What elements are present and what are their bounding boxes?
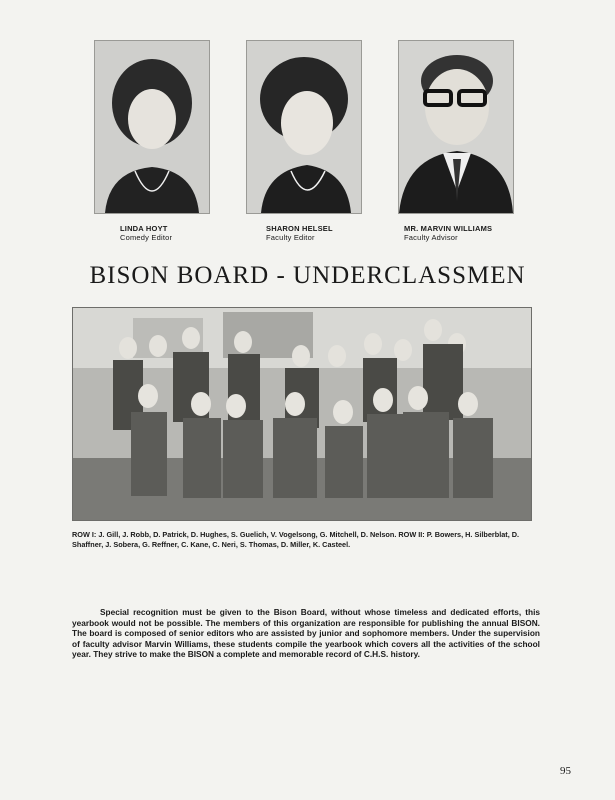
portrait-caption-linda-hoyt <box>120 224 270 242</box>
group-photo-caption: ROW I: J. Gill, J. Robb, D. Patrick, D. Hughes, S. Guelich, V. Vogelsong, G. Mitchell, D. Nelson. ROW II: P. Bowers, H. Silberblat, D. Shaffner, J. Sobera, G. Reffner, C. Kane, C. Neri, S. Thomas, D. Miller, K. Casteel. <box>72 530 520 549</box>
portrait-caption-marvin-williams <box>404 224 554 242</box>
portrait-photo-marvin-williams <box>398 40 514 214</box>
portrait-role: Comedy Editor <box>120 233 173 242</box>
body-paragraph: Special recognition must be given to the Bison Board, without whose timeless and dedicated efforts, this yearbook would not be possible. The members of this organization are responsible for publishing the annual BISON. The board is composed of senior editors who are assisted by junior and sophomore members. Under the supervision of faculty advisor Marvin Williams, these students compile the yearbook which covers all the activities of the school year. They strive to make the BISON a complete and memorable record of C.H.S. history. <box>72 607 540 659</box>
portrait-role: Faculty Editor <box>266 233 315 242</box>
portrait-photo-sharon-helsel <box>246 40 362 214</box>
portrait-name: LINDA HOYT <box>120 224 168 233</box>
portrait-caption-sharon-helsel <box>266 224 416 242</box>
portrait-image <box>399 41 513 213</box>
portrait-name: SHARON HELSEL <box>266 224 333 233</box>
page-title: BISON BOARD - UNDERCLASSMEN <box>89 262 526 289</box>
portrait-image <box>247 41 361 213</box>
page-number: 95 <box>560 765 571 777</box>
portrait-role: Faculty Advisor <box>404 233 458 242</box>
portrait-image <box>95 41 209 213</box>
group-photo <box>72 307 532 521</box>
portrait-name: MR. MARVIN WILLIAMS <box>404 224 493 233</box>
portrait-photo-linda-hoyt <box>94 40 210 214</box>
group-photo-image <box>73 308 531 520</box>
